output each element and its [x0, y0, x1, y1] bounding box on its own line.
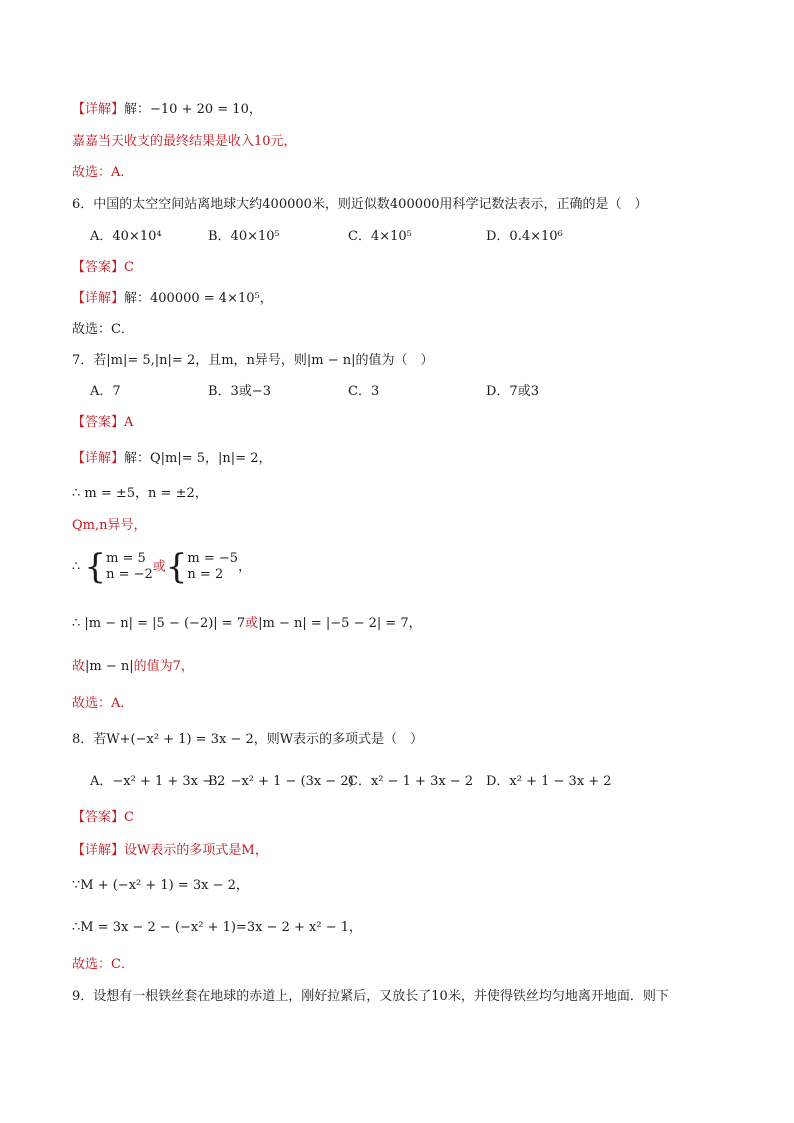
brace-left-2: {	[165, 547, 188, 587]
q7-line-5	[72, 614, 422, 634]
line6-b: |m − n|	[85, 659, 134, 674]
explain-line	[72, 100, 262, 120]
system-2-eq-b: n = 2	[187, 567, 224, 582]
explain-tag: 【详解】	[72, 102, 125, 117]
question-8-stem: 8．若W+(−x² + 1) = 3x − 2，则W表示的多项式是（ ）	[72, 732, 424, 747]
q7-answer-line	[72, 413, 133, 433]
q6-answer-line	[72, 258, 134, 278]
q8-explain-line	[72, 841, 268, 861]
brace-left: {	[84, 547, 107, 587]
q7-option-b: B．3或−3	[208, 384, 271, 399]
system-2	[187, 551, 238, 583]
system-end: ，	[238, 559, 252, 575]
q7-option-d: D．7或3	[486, 384, 539, 399]
explain-tag: 【详解】	[72, 843, 125, 858]
answer-tag: 【答案】	[72, 260, 125, 275]
q7-option-c: C．3	[348, 384, 380, 399]
line6-c: 的值为7，	[133, 659, 194, 674]
explain-tag: 【详解】	[72, 451, 125, 466]
conclusion-line: 嘉嘉当天收支的最终结果是收入10元，	[72, 134, 297, 149]
explain-tag: 【详解】	[72, 291, 125, 306]
q7-system-line	[72, 547, 252, 587]
q6-explain-line	[72, 289, 273, 309]
q8-option-a: A．−x² + 1 + 3x − 2	[90, 774, 226, 789]
system-2-eq-a: m = −5	[187, 551, 239, 566]
explain-text: 解：Q|m|= 5，|n|= 2，	[124, 451, 272, 466]
explain-text: 解：−10 + 20 = 10，	[124, 102, 262, 117]
q7-line-2: ∴ m = ±5，n = ±2，	[72, 486, 208, 501]
q6-option-c: C．4×10⁵	[348, 229, 412, 244]
therefore-symbol: ∴	[72, 559, 81, 575]
q6-option-a: A．40×10⁴	[90, 229, 162, 244]
q6-option-b: B．40×10⁵	[208, 229, 280, 244]
question-6-stem: 6．中国的太空空间站离地球大约400000米，则近似数400000用科学记数法表示，正确的是（ ）	[72, 197, 648, 212]
q8-answer-line	[72, 808, 134, 828]
q8-line-2: ∵M + (−x² + 1) = 3x − 2，	[72, 878, 249, 893]
system-1-eq-a: m = 5	[106, 551, 146, 566]
q8-option-b: B．−x² + 1 − (3x − 2)	[208, 774, 354, 789]
answer-value: C	[124, 810, 134, 825]
q7-option-a: A．7	[90, 384, 121, 399]
system-1	[106, 551, 153, 583]
system-or: 或	[152, 559, 166, 575]
explain-text: 解：400000 = 4×10⁵，	[124, 291, 273, 306]
q6-option-d: D．0.4×10⁶	[486, 229, 563, 244]
q8-option-c: C．x² − 1 + 3x − 2	[348, 774, 474, 789]
choice-line: 故选：A．	[72, 165, 134, 180]
q7-line-6	[72, 657, 194, 677]
question-9-stem: 9．设想有一根铁丝套在地球的赤道上，刚好拉紧后，又放长了10米，并使得铁丝均匀地离开地面．则下	[72, 989, 669, 1004]
line5-a: ∴ |m − n| = |5 − (−2)| = 7	[72, 616, 246, 631]
q7-choice-line: 故选：A．	[72, 696, 134, 711]
q8-line-3: ∴M = 3x − 2 − (−x² + 1)=3x − 2 + x² − 1，	[72, 920, 362, 935]
q6-choice-line: 故选：C．	[72, 322, 134, 337]
line5-or: 或	[245, 616, 259, 631]
line5-b: |m − n| = |−5 − 2| = 7，	[258, 616, 422, 631]
answer-tag: 【答案】	[72, 810, 125, 825]
line6-a: 故	[72, 659, 86, 674]
q7-explain-line	[72, 449, 272, 469]
explain-text: 设W表示的多项式是M，	[124, 843, 268, 858]
q8-choice-line: 故选：C．	[72, 957, 134, 972]
q8-option-d: D．x² + 1 − 3x + 2	[486, 774, 612, 789]
answer-value: A	[124, 415, 134, 430]
system-1-eq-b: n = −2	[106, 567, 153, 582]
answer-tag: 【答案】	[72, 415, 125, 430]
q7-line-3: Qm,n异号，	[72, 518, 147, 533]
question-7-stem: 7．若|m|= 5,|n|= 2，且m，n异号，则|m − n|的值为（ ）	[72, 353, 434, 368]
answer-value: C	[124, 260, 134, 275]
